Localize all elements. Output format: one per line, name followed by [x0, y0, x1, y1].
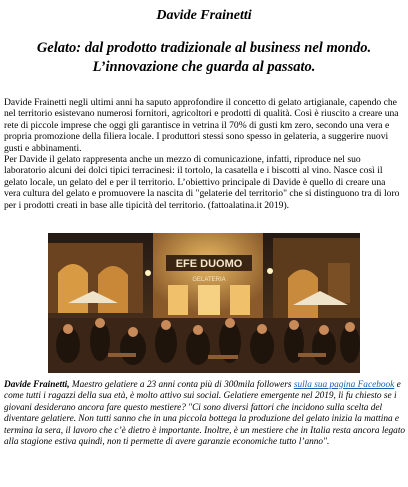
article-title-line1: Gelato: dal prodotto tradizionale al business nel mondo. [36, 40, 372, 56]
photo-caption [4, 380, 406, 448]
article-title [6, 39, 402, 77]
article-title-line2: L’innovazione che guarda al passato. [92, 59, 316, 75]
caption-text: Maestro gelatiere a 23 anni conta più di 300mila followers [69, 380, 294, 390]
body-paragraph: Davide Frainetti negli ultimi anni ha saputo approfondire il concetto di gelato artigianale, capendo che nel territorio esistevano numerosi fornitori, agricoltori e prodotti di qualità. Così è riuscito a creare una rete di piccole imprese che oggi gli garantisce in vetrina il 70% di gusti km zero, secondo una vera e propria promozione della filiera locale. I produttori stessi sono spesso in gelateria, a suggerire nuovi gusti e abbinamenti. [4, 97, 399, 154]
article-body [4, 97, 404, 211]
body-paragraph: Per Davide il gelato rappresenta anche un mezzo di comunicazione, infatti, riproduce nel suo laboratorio alcuni dei dolci tipici terracinesi: il tortolo, la casatella e i biscotti al vino. Nasce così il gelato locale, un gelato del e per il territorio. L’obiettivo principale di Davide è quello di creare una vera cultura del gelato e promuovere la nascita di "gelaterie del territorio" che si distinguono tra di loro per i prodotti creati in base alle tipicità del territorio. (fattoalatina.it 2019). [4, 154, 400, 211]
gelateria-photo [48, 233, 360, 373]
shop-sign-text: EFE DUOMO [175, 258, 243, 270]
facebook-link[interactable]: sulla sua pagina Facebook [293, 380, 395, 390]
author-header: Davide Frainetti [156, 8, 252, 23]
caption-name: Davide Frainetti, [4, 380, 70, 390]
caption-text: e come tutti i ragazzi della sua età, è molto attivo sui social. Gelatiere emergente nel 2019, li fu chiesto se i giovani desiderano ancora fare questo mestiere? "Ci sono diversi fattori che incidono sulla scelta del diventare gelatiere. Non tutti sanno che in una piccola bottega la produzione del gelato inizia la mattina e termina la sera, il lavoro che c’è dietro è importante. Inoltre, è un mestiere che in Italia resta ancora legato alla stagione estiva quindi, non ti permette di avere garanzie economiche tutto l’anno". [4, 380, 406, 448]
shop-sign-subtext: GELATERIA [192, 277, 226, 283]
